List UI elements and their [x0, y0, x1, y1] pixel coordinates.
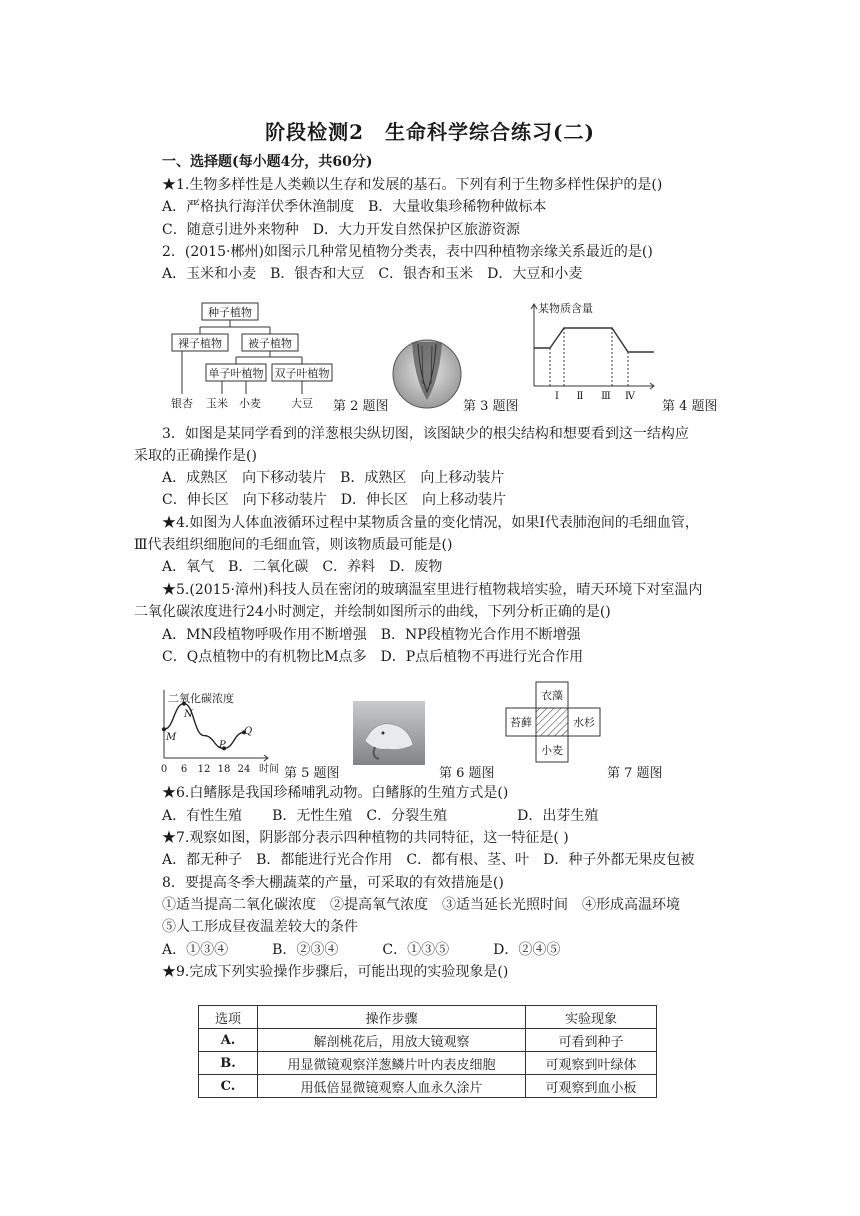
question-5-options-row1	[162, 626, 595, 644]
label-monocots: 单子叶植物	[208, 367, 264, 380]
table-cell: 用显微镜观察洋葱鳞片叶内表皮细胞	[258, 1052, 526, 1075]
option-c[interactable]: C．分裂生殖	[366, 808, 448, 824]
question-6-stem: ★6.白鳍豚是我国珍稀哺乳动物。白鳍豚的生殖方式是()	[162, 785, 509, 801]
figure-6-dolphin-image	[353, 701, 425, 765]
label-gymnosperms: 裸子植物	[178, 337, 222, 350]
question-8-items-line2: ⑤人工形成昼夜温差较大的条件	[162, 919, 358, 935]
figure-4-substance-chart	[520, 298, 660, 410]
question-1-stem: ★1.生物多样性是人类赖以生存和发展的基石。下列有利于生物多样性保护的是()	[162, 177, 663, 193]
question-4-options	[162, 558, 456, 576]
question-3-stem-line2: 采取的正确操作是()	[134, 448, 257, 464]
figure-5-caption: 第 5 题图	[284, 766, 340, 781]
figure-2-classification-tree	[166, 298, 342, 410]
label-wheat: 小麦	[541, 744, 563, 757]
figure-5-ylabel: 二氧化碳浓度	[168, 692, 234, 705]
option-c[interactable]: C．都有根、茎、叶	[406, 852, 530, 868]
option-a[interactable]: A．成熟区 向下移动装片	[162, 470, 327, 486]
table-cell: C.	[199, 1075, 258, 1098]
table-cell: B.	[199, 1052, 258, 1075]
question-1-options-row2	[162, 221, 534, 239]
table-row	[199, 1029, 657, 1052]
label-seed-plants: 种子植物	[208, 306, 252, 319]
option-b[interactable]: B．NP段植物光合作用不断增强	[380, 627, 581, 643]
option-c[interactable]: C．养料	[322, 559, 376, 575]
option-c[interactable]: C．随意引进外来物种	[162, 222, 299, 238]
option-d[interactable]: D．伸长区 向上移动装片	[340, 492, 506, 508]
question-4-stem-line2: Ⅲ代表组织细胞间的毛细血管，则该物质最可能是()	[134, 537, 453, 553]
option-c[interactable]: C．①③⑤	[382, 942, 450, 958]
leaf-soybean: 大豆	[291, 397, 313, 410]
question-3-stem-line1: 3．如图是某同学看到的洋葱根尖纵切图，该图缺少的根尖结构和想要看到这一结构应	[162, 426, 689, 442]
table-header: 实验现象	[526, 1006, 657, 1029]
option-c[interactable]: C．银杏和玉米	[378, 266, 474, 282]
question-6-options	[162, 807, 612, 825]
leaf-wheat: 小麦	[239, 397, 261, 410]
label-angiosperms: 被子植物	[248, 337, 292, 350]
x-tick-6: 6	[180, 764, 188, 775]
point-label-N: N	[184, 709, 193, 720]
point-label-P: P	[219, 740, 226, 751]
option-d[interactable]: D．大力开发自然保护区旅游资源	[312, 222, 520, 238]
question-2-stem: 2．(2015·郴州)如图示几种常见植物分类表，表中四种植物亲缘关系最近的是()	[162, 244, 653, 260]
option-b[interactable]: B．二氧化碳	[228, 559, 309, 575]
option-d[interactable]: D．出芽生殖	[517, 808, 599, 824]
tick-I: Ⅰ	[555, 391, 559, 402]
option-b[interactable]: B．都能进行光合作用	[256, 852, 393, 868]
question-8-items-line1: ①适当提高二氧化碳浓度 ②提高氧气浓度 ③适当延长光照时间 ④形成高温环境	[162, 897, 680, 913]
question-4-stem-line1: ★4.如图为人体血液循环过程中某物质含量的变化情况，如果Ⅰ代表肺泡间的毛细血管，	[162, 515, 699, 531]
option-a[interactable]: A．都无种子	[162, 852, 243, 868]
figure-5-co2-chart	[156, 688, 284, 778]
option-a[interactable]: A．有性生殖	[162, 808, 243, 824]
label-dicots: 双子叶植物	[274, 367, 330, 380]
table-row	[199, 1052, 657, 1075]
label-chlamydomonas: 衣藻	[541, 689, 563, 702]
option-a[interactable]: A．MN段植物呼吸作用不断增强	[162, 627, 367, 643]
table-cell: 可看到种子	[526, 1029, 657, 1052]
option-b[interactable]: B．成熟区 向上移动装片	[340, 470, 505, 486]
question-5-stem-line1: ★5.(2015·漳州)科技人员在密闭的玻璃温室里进行植物栽培实验，晴天环境下对室温内	[162, 582, 703, 598]
shared-feature-hatched-area	[536, 708, 568, 736]
question-5-stem-line2: 二氧化碳浓度进行24小时测定，并绘制如图所示的曲线，下列分析正确的是()	[134, 604, 611, 620]
label-moss: 苔藓	[510, 716, 532, 729]
x-tick-24: 24	[237, 764, 251, 775]
option-b[interactable]: B．无性生殖	[272, 808, 353, 824]
leaf-corn: 玉米	[206, 397, 228, 410]
figure-4-caption: 第 4 题图	[662, 399, 718, 414]
option-a[interactable]: A．①③④	[162, 942, 229, 958]
table-cell: 用低倍显微镜观察人血永久涂片	[258, 1075, 526, 1098]
option-d[interactable]: D．大豆和小麦	[487, 266, 583, 282]
x-tick-18: 18	[217, 764, 231, 775]
option-a[interactable]: A．氧气	[162, 559, 215, 575]
label-metasequoia: 水杉	[573, 716, 595, 729]
question-7-stem: ★7.观察如图，阴影部分表示四种植物的共同特征，这一特征是( )	[162, 830, 569, 846]
figure-2-caption: 第 2 题图	[333, 399, 389, 414]
tick-IV: Ⅳ	[625, 391, 635, 402]
leaf-ginkgo: 银杏	[171, 397, 193, 410]
option-b[interactable]: B．银杏和大豆	[270, 266, 365, 282]
tick-II: Ⅱ	[576, 391, 584, 402]
curve-point	[162, 727, 166, 731]
figure-3-caption: 第 3 题图	[463, 399, 519, 414]
option-c[interactable]: C．伸长区 向下移动装片	[162, 492, 327, 508]
table-cell: 可观察到叶绿体	[526, 1052, 657, 1075]
table-cell: A.	[199, 1029, 258, 1052]
table-cell: 解剖桃花后，用放大镜观察	[258, 1029, 526, 1052]
question-5-options-row2	[162, 648, 597, 666]
question-3-options-row1	[162, 469, 518, 487]
figure-5-xlabel: 时间	[259, 764, 279, 775]
table-header-row	[199, 1006, 657, 1029]
section-heading: 一、选择题(每小题4分，共60分)	[162, 154, 373, 170]
figure-4-ylabel: 某物质含量	[538, 302, 593, 315]
x-tick-12: 12	[197, 764, 211, 775]
question-9-table	[198, 1005, 657, 1098]
table-row	[199, 1075, 657, 1098]
page-title: 阶段检测2 生命科学综合练习(二)	[265, 120, 595, 144]
question-8-options	[162, 941, 574, 959]
figure-7-cross-diagram	[504, 680, 602, 764]
x-tick-0: 0	[160, 764, 168, 775]
option-d[interactable]: D．种子外都无果皮包被	[543, 852, 695, 868]
option-b[interactable]: B．②③④	[272, 942, 339, 958]
figure-6-caption: 第 6 题图	[439, 766, 495, 781]
option-d[interactable]: D．P点后植物不再进行光合作用	[380, 649, 584, 665]
option-d[interactable]: D．废物	[389, 559, 443, 575]
figure-3-root-tip-image	[390, 338, 464, 410]
option-c[interactable]: C．Q点植物中的有机物比M点多	[162, 649, 367, 665]
question-8-stem: 8．要提高冬季大棚蔬菜的产量，可采取的有效措施是()	[162, 875, 504, 891]
figure-7-caption: 第 7 题图	[607, 766, 663, 781]
question-9-stem: ★9.完成下列实验操作步骤后，可能出现的实验现象是()	[162, 964, 509, 980]
option-a[interactable]: A．玉米和小麦	[162, 266, 257, 282]
table-header: 选项	[199, 1006, 258, 1029]
question-1-options-row1	[162, 198, 560, 216]
question-2-options	[162, 265, 596, 283]
option-d[interactable]: D．②④⑤	[493, 942, 561, 958]
point-label-Q: Q	[244, 726, 253, 737]
point-label-M: M	[166, 732, 177, 743]
option-a[interactable]: A．严格执行海洋伏季休渔制度	[162, 199, 355, 215]
question-7-options	[162, 851, 708, 869]
table-header: 操作步骤	[258, 1006, 526, 1029]
option-b[interactable]: B．大量收集珍稀物种做标本	[368, 199, 547, 215]
tick-III: Ⅲ	[601, 391, 611, 402]
question-3-options-row2	[162, 491, 520, 509]
table-cell: 可观察到血小板	[526, 1075, 657, 1098]
